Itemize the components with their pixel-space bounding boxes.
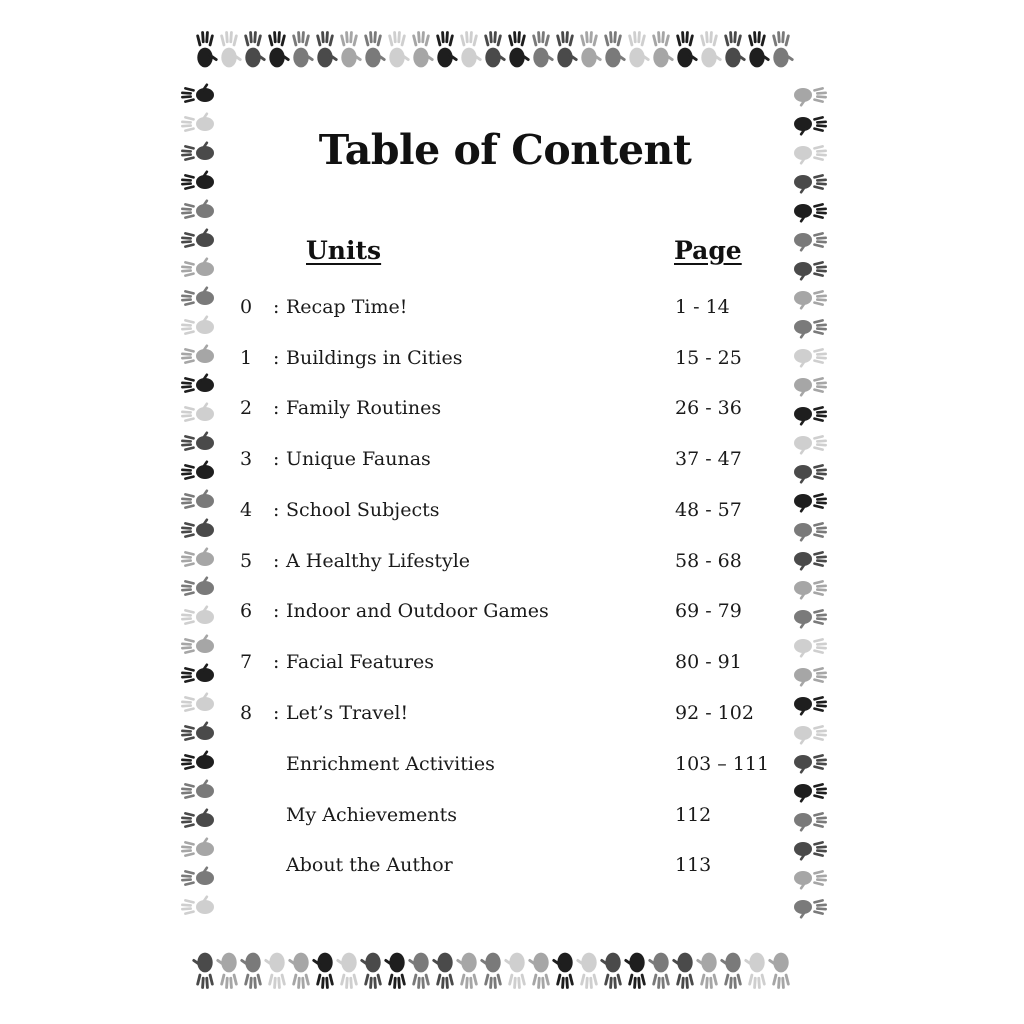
handprint-icon bbox=[744, 953, 766, 989]
page-range: 92 - 102 bbox=[675, 702, 754, 724]
unit-title: A Healthy Lifestyle bbox=[286, 550, 471, 572]
unit-separator: : bbox=[273, 499, 280, 521]
page-range: 15 - 25 bbox=[675, 347, 742, 369]
handprint-icon bbox=[720, 953, 742, 989]
section-title: Enrichment Activities bbox=[286, 753, 495, 775]
handprint-icon bbox=[556, 31, 578, 67]
handprint-icon bbox=[408, 953, 430, 989]
handprint-icon bbox=[794, 899, 827, 919]
unit-title: Buildings in Cities bbox=[286, 347, 463, 369]
handprint-icon bbox=[181, 228, 214, 248]
page-range: 26 - 36 bbox=[675, 397, 742, 419]
unit-title: School Subjects bbox=[286, 499, 440, 521]
handprint-icon bbox=[628, 31, 650, 67]
handprint-icon bbox=[240, 953, 262, 989]
handprint-icon bbox=[268, 31, 290, 67]
handprint-icon bbox=[528, 953, 550, 989]
handprint-icon bbox=[700, 31, 722, 67]
handprint-icon bbox=[600, 953, 622, 989]
handprint-icon bbox=[364, 31, 386, 67]
handprint-icon bbox=[696, 953, 718, 989]
handprint-icon bbox=[181, 895, 214, 915]
handprint-icon bbox=[292, 31, 314, 67]
handprint-icon bbox=[768, 953, 790, 989]
handprint-icon bbox=[181, 83, 214, 103]
handprint-icon bbox=[412, 31, 434, 67]
toc-row bbox=[0, 854, 1024, 884]
toc-row bbox=[0, 296, 1024, 326]
handprint-icon bbox=[360, 953, 382, 989]
unit-number: 3 bbox=[240, 448, 253, 470]
toc-row bbox=[0, 651, 1024, 681]
handprint-icon bbox=[552, 953, 574, 989]
unit-title: Unique Faunas bbox=[286, 448, 431, 470]
page-range: 113 bbox=[675, 854, 712, 876]
handprint-icon bbox=[432, 953, 454, 989]
page-column-header: Page bbox=[674, 236, 742, 265]
page-range: 80 - 91 bbox=[675, 651, 742, 673]
page-range: 103 – 111 bbox=[675, 753, 770, 775]
handprint-icon bbox=[388, 31, 410, 67]
toc-row bbox=[0, 448, 1024, 478]
handprint-icon bbox=[460, 31, 482, 67]
handprint-icon bbox=[336, 953, 358, 989]
handprint-icon bbox=[384, 953, 406, 989]
handprint-icon bbox=[672, 953, 694, 989]
handprint-icon bbox=[624, 953, 646, 989]
handprint-icon bbox=[604, 31, 626, 67]
unit-number: 0 bbox=[240, 296, 253, 318]
handprint-icon bbox=[652, 31, 674, 67]
section-title: My Achievements bbox=[286, 804, 458, 826]
unit-separator: : bbox=[273, 296, 280, 318]
page-title: Table of Content bbox=[318, 126, 692, 174]
handprint-icon bbox=[772, 31, 794, 67]
handprint-icon bbox=[288, 953, 310, 989]
unit-title: Let’s Travel! bbox=[286, 702, 409, 724]
handprint-icon bbox=[794, 174, 827, 194]
handprint-icon bbox=[192, 953, 214, 989]
handprint-icon bbox=[456, 953, 478, 989]
handprint-icon bbox=[794, 783, 827, 803]
page-range: 1 - 14 bbox=[675, 296, 730, 318]
handprint-icon bbox=[484, 31, 506, 67]
unit-separator: : bbox=[273, 600, 280, 622]
handprint-icon bbox=[340, 31, 362, 67]
handprint-icon bbox=[794, 261, 827, 281]
page-range: 37 - 47 bbox=[675, 448, 742, 470]
handprint-icon bbox=[312, 953, 334, 989]
handprint-icon bbox=[220, 31, 242, 67]
page-range: 69 - 79 bbox=[675, 600, 742, 622]
unit-title: Indoor and Outdoor Games bbox=[286, 600, 549, 622]
toc-row bbox=[0, 347, 1024, 377]
handprint-icon bbox=[480, 953, 502, 989]
handprint-icon bbox=[196, 31, 218, 67]
toc-row bbox=[0, 600, 1024, 630]
unit-number: 8 bbox=[240, 702, 253, 724]
unit-number: 2 bbox=[240, 397, 253, 419]
unit-number: 5 bbox=[240, 550, 253, 572]
handprint-icon bbox=[724, 31, 746, 67]
page-range: 112 bbox=[675, 804, 712, 826]
toc-row bbox=[0, 397, 1024, 427]
units-column-header: Units bbox=[306, 236, 382, 265]
handprint-icon bbox=[436, 31, 458, 67]
unit-separator: : bbox=[273, 448, 280, 470]
handprint-icon bbox=[794, 377, 827, 397]
unit-number: 6 bbox=[240, 600, 253, 622]
unit-number: 1 bbox=[240, 347, 253, 369]
handprint-icon bbox=[216, 953, 238, 989]
unit-separator: : bbox=[273, 550, 280, 572]
handprint-icon bbox=[264, 953, 286, 989]
toc-row bbox=[0, 753, 1024, 783]
unit-number: 4 bbox=[240, 499, 253, 521]
handprint-icon bbox=[676, 31, 698, 67]
handprint-icon bbox=[794, 580, 827, 600]
page-range: 48 - 57 bbox=[675, 499, 742, 521]
toc-row bbox=[0, 550, 1024, 580]
toc-row bbox=[0, 804, 1024, 834]
handprint-icon bbox=[794, 87, 827, 107]
unit-separator: : bbox=[273, 702, 280, 724]
handprint-icon bbox=[794, 232, 827, 252]
handprint-icon bbox=[748, 31, 770, 67]
unit-title: Facial Features bbox=[286, 651, 435, 673]
unit-number: 7 bbox=[240, 651, 253, 673]
handprint-icon bbox=[580, 31, 602, 67]
section-title: About the Author bbox=[286, 854, 453, 876]
handprint-icon bbox=[316, 31, 338, 67]
unit-title: Recap Time! bbox=[286, 296, 408, 318]
toc-row bbox=[0, 499, 1024, 529]
toc-row bbox=[0, 702, 1024, 732]
handprint-icon bbox=[532, 31, 554, 67]
unit-separator: : bbox=[273, 651, 280, 673]
handprint-icon bbox=[181, 257, 214, 277]
handprint-icon bbox=[576, 953, 598, 989]
unit-title: Family Routines bbox=[286, 397, 442, 419]
handprint-icon bbox=[648, 953, 670, 989]
handprint-icon bbox=[504, 953, 526, 989]
page-range: 58 - 68 bbox=[675, 550, 742, 572]
unit-separator: : bbox=[273, 397, 280, 419]
handprint-icon bbox=[508, 31, 530, 67]
handprint-icon bbox=[794, 203, 827, 223]
handprint-icon bbox=[181, 199, 214, 219]
unit-separator: : bbox=[273, 347, 280, 369]
handprint-icon bbox=[244, 31, 266, 67]
